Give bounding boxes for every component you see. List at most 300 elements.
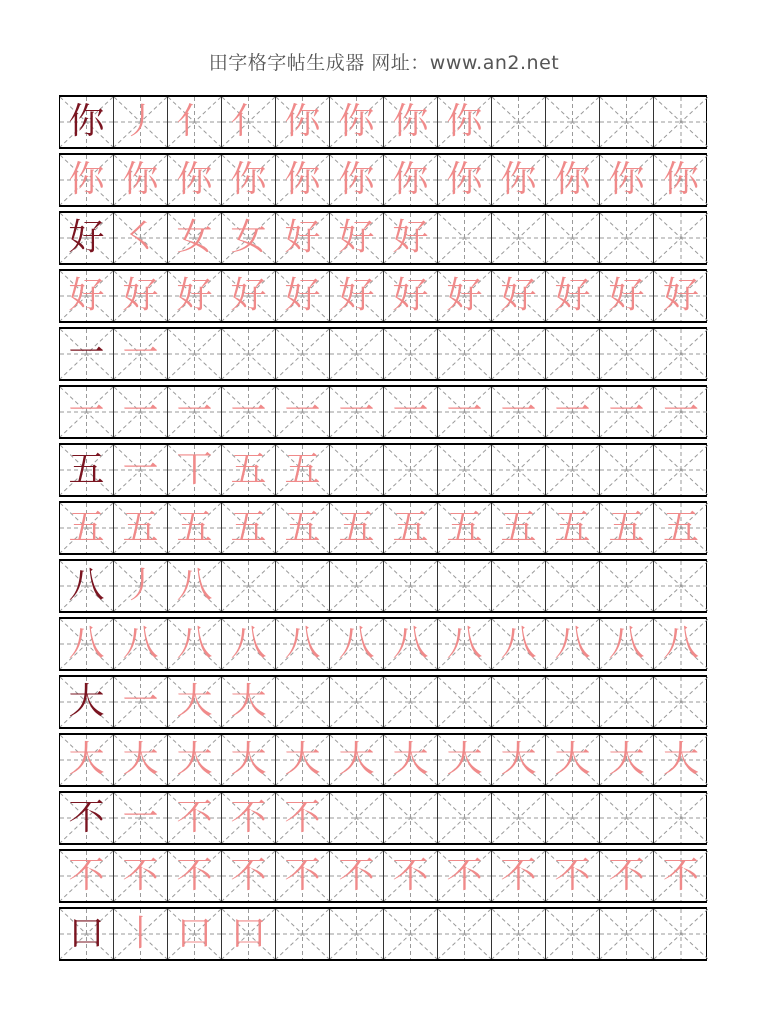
- grid-cell: [438, 677, 492, 727]
- stroke-step: 五: [230, 449, 267, 490]
- stroke-step: 丨: [122, 913, 159, 954]
- tracing-character: 一: [554, 391, 591, 432]
- tracing-character: 五: [554, 507, 591, 548]
- grid-cell: [546, 387, 600, 437]
- tianzige-guide-lines: [600, 97, 653, 147]
- stroke-order-row: [59, 791, 707, 845]
- tianzige-guide-lines: [438, 213, 491, 263]
- tianzige-guide-lines: [600, 213, 653, 263]
- grid-cell: [276, 619, 330, 669]
- grid-cell: [168, 735, 222, 785]
- grid-cell: [384, 561, 438, 611]
- grid-cell: [492, 619, 546, 669]
- tracing-character: 五: [608, 507, 645, 548]
- tracing-character: 不: [554, 855, 591, 896]
- tianzige-guide-lines: [438, 445, 491, 495]
- tracing-character: 五: [662, 507, 699, 548]
- grid-cell: [600, 735, 654, 785]
- tianzige-guide-lines: [600, 561, 653, 611]
- grid-cell: [60, 851, 114, 901]
- grid-cell: [492, 735, 546, 785]
- stroke-order-row: [59, 559, 707, 613]
- grid-cell: [330, 851, 384, 901]
- tianzige-guide-lines: [330, 329, 383, 379]
- stroke-step: 不: [176, 797, 213, 838]
- stroke-step: 你: [284, 101, 321, 142]
- grid-cell: [222, 909, 276, 959]
- tracing-character: 八: [122, 623, 159, 664]
- stroke-step: 你: [446, 101, 483, 142]
- stroke-step: 好: [392, 217, 429, 258]
- grid-cell: [330, 793, 384, 843]
- tianzige-guide-lines: [654, 445, 708, 495]
- grid-cell: [438, 329, 492, 379]
- grid-cell: [654, 213, 708, 263]
- tianzige-guide-lines: [276, 677, 329, 727]
- tracing-character: 五: [392, 507, 429, 548]
- tianzige-guide-lines: [654, 793, 708, 843]
- grid-cell: [222, 619, 276, 669]
- tianzige-guide-lines: [492, 561, 545, 611]
- grid-cell: [600, 155, 654, 205]
- tianzige-guide-lines: [222, 329, 275, 379]
- grid-cell: [60, 793, 114, 843]
- grid-cell: [60, 271, 114, 321]
- grid-cell: [546, 677, 600, 727]
- tracing-character: 五: [122, 507, 159, 548]
- tianzige-guide-lines: [492, 909, 545, 959]
- tianzige-guide-lines: [384, 909, 437, 959]
- tianzige-guide-lines: [600, 909, 653, 959]
- tracing-character: 八: [68, 623, 105, 664]
- tracing-character: 你: [392, 159, 429, 200]
- grid-cell: [60, 735, 114, 785]
- stroke-step: ㇛: [122, 217, 159, 258]
- grid-cell: [168, 677, 222, 727]
- grid-cell: [654, 793, 708, 843]
- tracing-character: 不: [392, 855, 429, 896]
- tracing-character: 好: [608, 275, 645, 316]
- grid-cell: [654, 271, 708, 321]
- stroke-step: 口: [176, 913, 213, 954]
- tracing-character: 五: [338, 507, 375, 548]
- grid-cell: [654, 561, 708, 611]
- grid-cell: [600, 445, 654, 495]
- tracing-character: 不: [446, 855, 483, 896]
- tianzige-guide-lines: [600, 445, 653, 495]
- grid-cell: [600, 213, 654, 263]
- tianzige-guide-lines: [654, 97, 708, 147]
- stroke-step: 女: [176, 217, 213, 258]
- grid-cell: [222, 271, 276, 321]
- grid-cell: [654, 677, 708, 727]
- tianzige-guide-lines: [384, 677, 437, 727]
- tianzige-guide-lines: [492, 445, 545, 495]
- tianzige-guide-lines: [438, 561, 491, 611]
- grid-cell: [654, 387, 708, 437]
- grid-cell: [114, 677, 168, 727]
- grid-cell: [114, 329, 168, 379]
- tianzige-guide-lines: [600, 793, 653, 843]
- grid-cell: [546, 619, 600, 669]
- tracing-character: 不: [338, 855, 375, 896]
- tracing-character: 大: [662, 739, 699, 780]
- grid-cell: [60, 909, 114, 959]
- grid-cell: [330, 735, 384, 785]
- stroke-step: 好: [338, 217, 375, 258]
- tracing-row: [59, 385, 707, 439]
- grid-cell: [114, 155, 168, 205]
- grid-cell: [60, 619, 114, 669]
- grid-cell: [600, 677, 654, 727]
- grid-cell: [438, 851, 492, 901]
- grid-cell: [168, 503, 222, 553]
- grid-cell: [438, 561, 492, 611]
- grid-cell: [438, 619, 492, 669]
- grid-cell: [330, 619, 384, 669]
- tracing-row: [59, 501, 707, 555]
- grid-cell: [168, 271, 222, 321]
- grid-cell: [492, 677, 546, 727]
- grid-cell: [492, 155, 546, 205]
- tianzige-guide-lines: [546, 213, 599, 263]
- grid-cell: [114, 445, 168, 495]
- tianzige-guide-lines: [384, 793, 437, 843]
- tracing-character: 不: [500, 855, 537, 896]
- grid-cell: [600, 271, 654, 321]
- grid-cell: [600, 387, 654, 437]
- grid-cell: [330, 561, 384, 611]
- grid-cell: [654, 445, 708, 495]
- grid-cell: [276, 561, 330, 611]
- tracing-character: 五: [230, 507, 267, 548]
- grid-cell: [546, 97, 600, 147]
- grid-cell: [438, 503, 492, 553]
- model-character: 五: [68, 449, 105, 490]
- grid-cell: [222, 561, 276, 611]
- grid-cell: [438, 735, 492, 785]
- grid-cell: [654, 155, 708, 205]
- grid-cell: [384, 387, 438, 437]
- grid-cell: [276, 735, 330, 785]
- grid-cell: [492, 851, 546, 901]
- grid-cell: [168, 619, 222, 669]
- tracing-character: 好: [284, 275, 321, 316]
- grid-cell: [438, 97, 492, 147]
- tracing-character: 八: [338, 623, 375, 664]
- grid-cell: [276, 97, 330, 147]
- grid-cell: [276, 793, 330, 843]
- tracing-character: 好: [446, 275, 483, 316]
- grid-cell: [114, 271, 168, 321]
- tracing-row: [59, 153, 707, 207]
- grid-cell: [438, 445, 492, 495]
- stroke-step: 女: [230, 217, 267, 258]
- tianzige-guide-lines: [654, 561, 708, 611]
- grid-cell: [384, 155, 438, 205]
- grid-cell: [600, 97, 654, 147]
- grid-cell: [600, 909, 654, 959]
- grid-cell: [384, 793, 438, 843]
- tracing-character: 一: [176, 391, 213, 432]
- grid-cell: [492, 271, 546, 321]
- tracing-character: 一: [230, 391, 267, 432]
- grid-cell: [276, 155, 330, 205]
- grid-cell: [492, 213, 546, 263]
- tracing-character: 五: [68, 507, 105, 548]
- tracing-character: 大: [392, 739, 429, 780]
- grid-cell: [654, 851, 708, 901]
- tianzige-guide-lines: [546, 793, 599, 843]
- grid-cell: [492, 445, 546, 495]
- grid-cell: [114, 561, 168, 611]
- tracing-character: 不: [230, 855, 267, 896]
- tracing-character: 好: [176, 275, 213, 316]
- tianzige-guide-lines: [654, 213, 708, 263]
- tianzige-guide-lines: [330, 561, 383, 611]
- grid-cell: [492, 97, 546, 147]
- grid-cell: [438, 909, 492, 959]
- tracing-character: 八: [230, 623, 267, 664]
- grid-cell: [276, 851, 330, 901]
- tracing-character: 你: [662, 159, 699, 200]
- tracing-character: 一: [392, 391, 429, 432]
- stroke-step: 一: [122, 333, 159, 374]
- grid-cell: [492, 793, 546, 843]
- tracing-character: 你: [608, 159, 645, 200]
- grid-cell: [60, 677, 114, 727]
- grid-cell: [600, 619, 654, 669]
- stroke-step: 亻: [230, 101, 267, 142]
- grid-cell: [546, 445, 600, 495]
- grid-cell: [168, 213, 222, 263]
- stroke-step: 丿: [122, 101, 159, 142]
- tracing-character: 八: [500, 623, 537, 664]
- grid-cell: [654, 329, 708, 379]
- grid-cell: [654, 503, 708, 553]
- grid-cell: [114, 851, 168, 901]
- grid-cell: [384, 329, 438, 379]
- grid-cell: [222, 677, 276, 727]
- tracing-character: 大: [122, 739, 159, 780]
- tracing-character: 不: [68, 855, 105, 896]
- grid-cell: [168, 97, 222, 147]
- grid-cell: [546, 735, 600, 785]
- tianzige-guide-lines: [438, 677, 491, 727]
- tracing-character: 大: [230, 739, 267, 780]
- grid-cell: [60, 213, 114, 263]
- grid-cell: [114, 213, 168, 263]
- tracing-character: 好: [68, 275, 105, 316]
- stroke-step: 不: [284, 797, 321, 838]
- grid-cell: [168, 909, 222, 959]
- tianzige-guide-lines: [546, 445, 599, 495]
- tracing-row: [59, 269, 707, 323]
- tracing-character: 大: [608, 739, 645, 780]
- grid-cell: [276, 387, 330, 437]
- tracing-character: 好: [392, 275, 429, 316]
- grid-cell: [276, 445, 330, 495]
- tianzige-guide-lines: [222, 561, 275, 611]
- grid-cell: [546, 793, 600, 843]
- grid-cell: [546, 503, 600, 553]
- tracing-character: 五: [500, 507, 537, 548]
- grid-cell: [546, 561, 600, 611]
- grid-cell: [384, 735, 438, 785]
- tianzige-guide-lines: [492, 793, 545, 843]
- grid-cell: [384, 503, 438, 553]
- grid-cell: [168, 793, 222, 843]
- grid-cell: [492, 503, 546, 553]
- tianzige-guide-lines: [330, 445, 383, 495]
- grid-cell: [654, 909, 708, 959]
- grid-cell: [654, 97, 708, 147]
- tianzige-guide-lines: [384, 561, 437, 611]
- grid-cell: [384, 213, 438, 263]
- tracing-character: 大: [338, 739, 375, 780]
- tracing-character: 八: [662, 623, 699, 664]
- tracing-character: 好: [662, 275, 699, 316]
- stroke-step: 大: [176, 681, 213, 722]
- grid-cell: [384, 445, 438, 495]
- grid-cell: [384, 909, 438, 959]
- grid-cell: [492, 561, 546, 611]
- grid-cell: [114, 909, 168, 959]
- page-title: 田字格字帖生成器 网址：www.an2.net: [208, 52, 560, 74]
- grid-cell: [546, 851, 600, 901]
- tracing-character: 一: [608, 391, 645, 432]
- stroke-step: 丿: [122, 565, 159, 606]
- grid-cell: [330, 271, 384, 321]
- grid-cell: [546, 155, 600, 205]
- model-character: 好: [68, 217, 105, 258]
- grid-cell: [600, 851, 654, 901]
- stroke-step: 亻: [176, 101, 213, 142]
- grid-cell: [492, 387, 546, 437]
- tianzige-guide-lines: [168, 329, 221, 379]
- grid-cell: [222, 851, 276, 901]
- grid-cell: [546, 271, 600, 321]
- stroke-step: 你: [392, 101, 429, 142]
- tianzige-guide-lines: [330, 793, 383, 843]
- grid-cell: [168, 561, 222, 611]
- stroke-step: 丅: [176, 449, 213, 490]
- grid-cell: [60, 97, 114, 147]
- grid-cell: [168, 387, 222, 437]
- grid-cell: [222, 735, 276, 785]
- grid-cell: [222, 213, 276, 263]
- grid-cell: [114, 735, 168, 785]
- model-character: 不: [68, 797, 105, 838]
- tianzige-guide-lines: [276, 909, 329, 959]
- stroke-order-row: [59, 327, 707, 381]
- grid-cell: [222, 387, 276, 437]
- grid-cell: [654, 619, 708, 669]
- grid-cell: [384, 619, 438, 669]
- stroke-step: 你: [338, 101, 375, 142]
- tianzige-guide-lines: [438, 793, 491, 843]
- stroke-step: 不: [230, 797, 267, 838]
- stroke-step: 五: [284, 449, 321, 490]
- grid-cell: [492, 329, 546, 379]
- grid-cell: [222, 445, 276, 495]
- grid-cell: [546, 329, 600, 379]
- tracing-character: 好: [500, 275, 537, 316]
- tracing-character: 好: [554, 275, 591, 316]
- tracing-character: 你: [176, 159, 213, 200]
- tianzige-guide-lines: [546, 909, 599, 959]
- tianzige-guide-lines: [546, 97, 599, 147]
- tracing-character: 好: [338, 275, 375, 316]
- stroke-order-row: [59, 675, 707, 729]
- tracing-character: 你: [338, 159, 375, 200]
- tracing-character: 不: [176, 855, 213, 896]
- grid-cell: [60, 329, 114, 379]
- stroke-order-row: [59, 211, 707, 265]
- tianzige-guide-lines: [654, 909, 708, 959]
- grid-cell: [384, 851, 438, 901]
- grid-cell: [168, 329, 222, 379]
- grid-cell: [60, 387, 114, 437]
- tianzige-guide-lines: [546, 677, 599, 727]
- grid-cell: [546, 909, 600, 959]
- stroke-step: 好: [284, 217, 321, 258]
- grid-cell: [654, 735, 708, 785]
- grid-cell: [222, 155, 276, 205]
- tracing-character: 你: [446, 159, 483, 200]
- grid-cell: [330, 97, 384, 147]
- tracing-character: 好: [230, 275, 267, 316]
- grid-cell: [276, 329, 330, 379]
- tracing-character: 不: [284, 855, 321, 896]
- tracing-character: 八: [284, 623, 321, 664]
- grid-cell: [114, 97, 168, 147]
- grid-cell: [276, 271, 330, 321]
- tracing-character: 五: [446, 507, 483, 548]
- tracing-character: 八: [176, 623, 213, 664]
- tianzige-guide-lines: [600, 677, 653, 727]
- tracing-character: 不: [122, 855, 159, 896]
- tracing-character: 不: [662, 855, 699, 896]
- tracing-character: 你: [500, 159, 537, 200]
- tracing-character: 好: [122, 275, 159, 316]
- tianzige-guide-lines: [654, 677, 708, 727]
- tracing-character: 一: [500, 391, 537, 432]
- tracing-character: 你: [230, 159, 267, 200]
- tracing-character: 大: [446, 739, 483, 780]
- tracing-character: 一: [662, 391, 699, 432]
- stroke-step: 一: [122, 681, 159, 722]
- grid-cell: [330, 677, 384, 727]
- tracing-row: [59, 617, 707, 671]
- model-character: 大: [68, 681, 105, 722]
- stroke-step: 大: [230, 681, 267, 722]
- tracing-character: 大: [176, 739, 213, 780]
- tianzige-guide-lines: [654, 329, 708, 379]
- grid-cell: [438, 793, 492, 843]
- grid-cell: [222, 793, 276, 843]
- tracing-character: 大: [500, 739, 537, 780]
- grid-cell: [276, 503, 330, 553]
- tracing-character: 大: [554, 739, 591, 780]
- grid-cell: [330, 329, 384, 379]
- tracing-row: [59, 733, 707, 787]
- tracing-character: 八: [608, 623, 645, 664]
- grid-cell: [60, 503, 114, 553]
- grid-cell: [60, 155, 114, 205]
- tianzige-guide-lines: [276, 561, 329, 611]
- tracing-character: 八: [554, 623, 591, 664]
